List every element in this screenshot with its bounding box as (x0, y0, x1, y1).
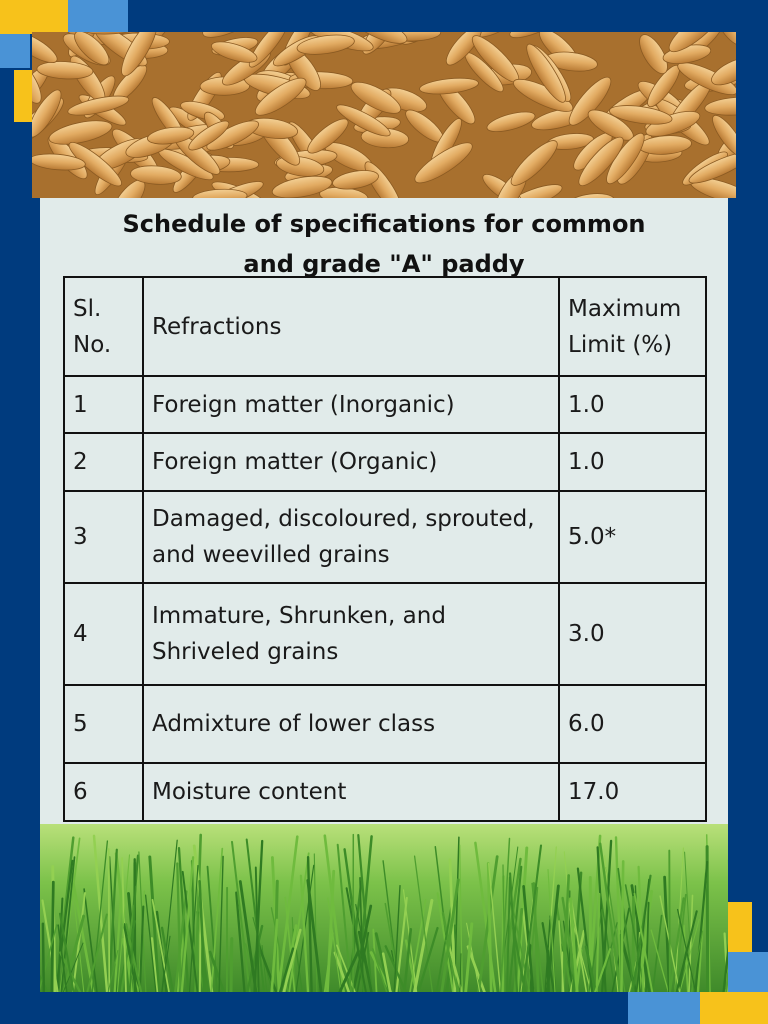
row-refraction: Damaged, discoloured, sprouted, and weevilled grains (143, 491, 559, 583)
green-paddy-field-photo (40, 824, 728, 992)
corner-blue-block (68, 0, 128, 34)
row-sl-no: 4 (64, 583, 143, 685)
row-limit: 3.0 (559, 583, 706, 685)
title-line-1: Schedule of specifications for common (122, 210, 646, 238)
corner-yellow-block (700, 992, 768, 1024)
row-limit: 1.0 (559, 433, 706, 491)
page-title (40, 204, 728, 284)
row-sl-no: 5 (64, 685, 143, 763)
table-row (64, 583, 706, 685)
header-sl-no: Sl. No. (64, 277, 143, 376)
row-refraction: Foreign matter (Inorganic) (143, 376, 559, 433)
specifications-table (63, 276, 707, 822)
row-refraction: Foreign matter (Organic) (143, 433, 559, 491)
row-refraction: Admixture of lower class (143, 685, 559, 763)
row-limit: 6.0 (559, 685, 706, 763)
table-row (64, 376, 706, 433)
table-row (64, 491, 706, 583)
corner-yellow-block (0, 0, 68, 34)
row-limit: 1.0 (559, 376, 706, 433)
corner-blue-block (726, 952, 768, 992)
row-refraction: Moisture content (143, 763, 559, 821)
table-row (64, 433, 706, 491)
table-row (64, 685, 706, 763)
paddy-grains-photo (32, 32, 736, 198)
header-maximum-limit: Maximum Limit (%) (559, 277, 706, 376)
corner-blue-block (628, 992, 700, 1024)
table-row (64, 763, 706, 821)
row-sl-no: 3 (64, 491, 143, 583)
title-line-2: and grade "A" paddy (243, 250, 525, 278)
header-refractions: Refractions (143, 277, 559, 376)
table-header-row (64, 277, 706, 376)
corner-yellow-block (14, 70, 32, 122)
corner-blue-block (0, 34, 30, 68)
row-sl-no: 2 (64, 433, 143, 491)
row-sl-no: 1 (64, 376, 143, 433)
corner-yellow-block (726, 902, 752, 954)
row-sl-no: 6 (64, 763, 143, 821)
row-limit: 5.0* (559, 491, 706, 583)
row-limit: 17.0 (559, 763, 706, 821)
specification-panel (40, 198, 728, 824)
row-refraction: Immature, Shrunken, and Shriveled grains (143, 583, 559, 685)
